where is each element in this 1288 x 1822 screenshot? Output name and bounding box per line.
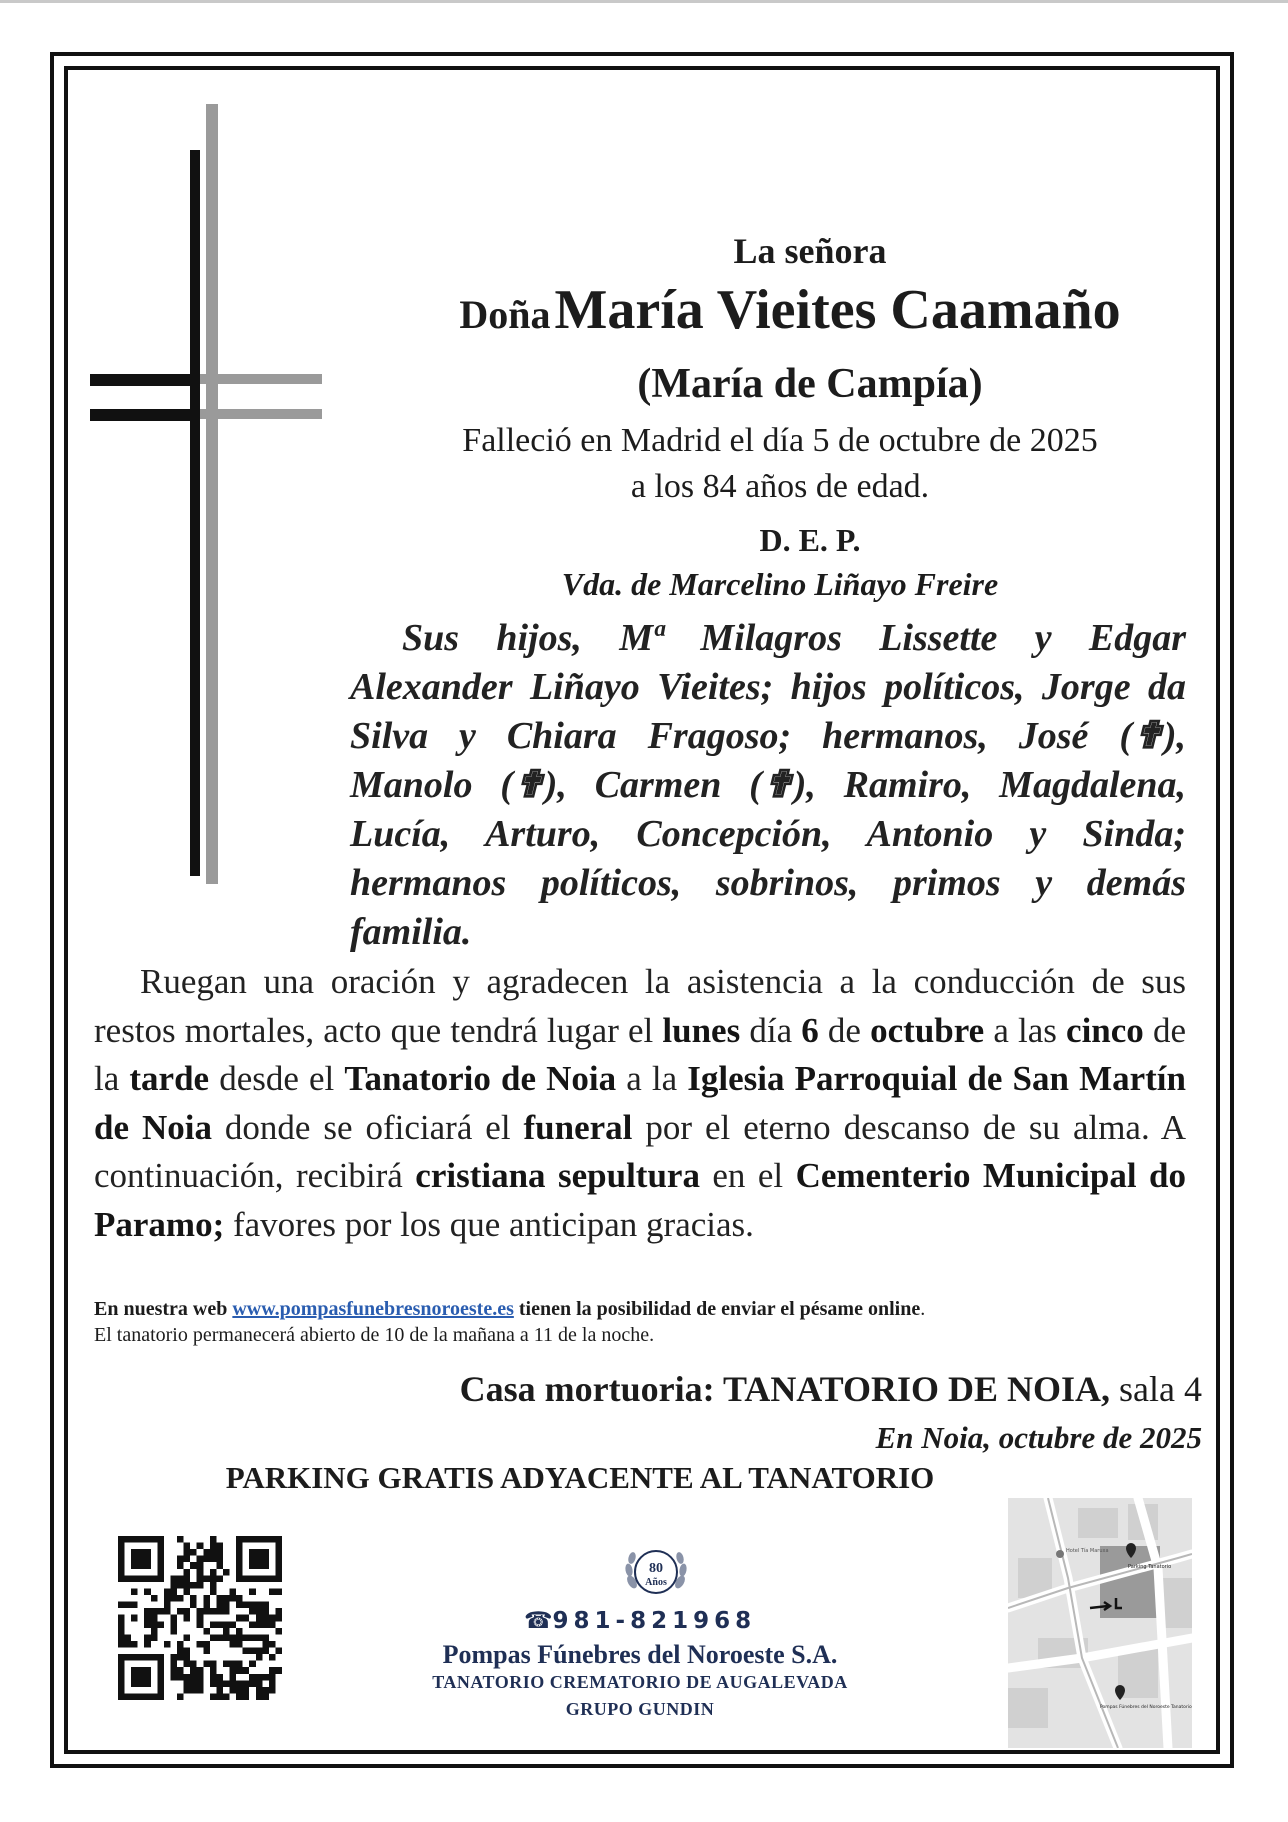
website-link[interactable]: www.pompasfunebresnoroeste.es [232,1298,514,1320]
deceased-cross-icon: ✟ [761,764,794,806]
map-label-parking: Parking Tanatorio [1128,1564,1172,1570]
company-group: GRUPO GUNDIN [565,1699,715,1719]
funeral-home-line [460,1368,1202,1410]
service-time-of-day: tarde [129,1059,210,1098]
name-prefix: Doña [459,292,551,337]
death-info-line2: a los 84 años de edad. [630,468,930,505]
service-paragraph [94,958,1186,1249]
qr-code[interactable] [118,1536,282,1700]
opening-hours: El tanatorio permanecerá abierto de 10 de la mañana a 11 de la noche. [94,1324,655,1346]
service-church: Iglesia Parroquial de San Martín de Noia [94,1059,1186,1147]
service-hour: cinco [1066,1010,1144,1050]
family-text: ), Carmen ( [544,764,762,806]
company-crematorium: TANATORIO CREMATORIO DE AUGALEVADA [432,1672,848,1692]
web-notice [94,1296,1194,1348]
location-map[interactable] [1008,1498,1192,1748]
service-text: a la [616,1059,688,1098]
rip-text: D. E. P. [759,522,861,558]
death-info-line1: Falleció en Madrid el día 5 de octubre de 2025 [462,422,1098,459]
funeral-home-label: Casa mortuoria: TANATORIO DE NOIA, [459,1369,1111,1409]
web-suffix: tienen la posibilidad de enviar el pésame online [513,1298,921,1320]
badge-number: 80 [649,1561,663,1576]
service-cemetery: Cementerio Municipal do Paramo; [94,1156,1186,1244]
service-day: lunes [662,1010,741,1050]
badge-text: Años [645,1577,667,1588]
map-label-hotel: Hotel Tía Maruxa [1066,1548,1109,1554]
service-text: de la [94,1010,1186,1098]
service-date-number: 6 [801,1010,819,1050]
service-text: de [818,1010,871,1050]
deceased-name: María Vieites Caamaño [554,279,1121,341]
deceased-name-line [370,278,1210,342]
family-paragraph [350,614,1186,957]
map-label-funeral-home: Pompas Fúnebres del Noroeste Tanatorio [1100,1705,1192,1710]
service-text: día [740,1010,802,1050]
deceased-cross-icon: ✟ [1132,715,1164,757]
widow-text: Vda. de Marcelino Liñayo Freire [561,566,999,602]
deceased-alias: (María de Campía) [637,361,983,407]
room-number: sala 4 [1110,1369,1202,1409]
family-text: ), Manolo ( [350,715,1186,806]
service-text: a las [984,1010,1067,1050]
service-burial: cristiana sepultura [415,1156,700,1195]
web-period: . [920,1298,926,1320]
service-text: en el [699,1156,796,1195]
service-text: Ruegan una oración y agradecen la asistencia a la conducción de sus restos mortales, acto que tendrá lugar el [94,962,1186,1050]
phone-number[interactable]: 981-821968 [552,1608,757,1634]
service-text: desde el [209,1059,345,1098]
family-text: Sus hijos, Mª Milagros Lissette y Edgar Alexander Liñayo Vieites; hijos políticos, Jorge da Silva y Chiara Fragoso; hermanos, José ( [350,617,1186,757]
web-prefix: En nuestra web [94,1298,233,1320]
parking-notice: PARKING GRATIS ADYACENTE AL TANATORIO [225,1460,935,1495]
company-name: Pompas Fúnebres del Noroeste S.A. [442,1640,838,1669]
web-line [94,1296,1194,1322]
family-text: ), Ramiro, Magdalena, Lucía, Arturo, Concepción, Antonio y Sinda; hermanos políticos, sobrinos, primos y demás familia. [350,764,1187,953]
anniversary-badge [620,1542,692,1608]
place-date: En Noia, octubre de 2025 [875,1420,1202,1455]
service-funeral: funeral [523,1107,633,1147]
intro-text: La señora [733,231,887,271]
service-month: octubre [870,1010,985,1050]
phone-icon: ☎ [523,1608,553,1634]
service-text: favores por los que anticipan gracias. [224,1204,754,1244]
deceased-cross-icon: ✟ [512,764,545,806]
service-text: por el eterno descanso de su alma. A continuación, recibirá [94,1107,1187,1195]
phone-line [450,1608,830,1634]
service-origin: Tanatorio de Noia [344,1059,617,1098]
service-text: donde se oficiará el [211,1107,524,1147]
